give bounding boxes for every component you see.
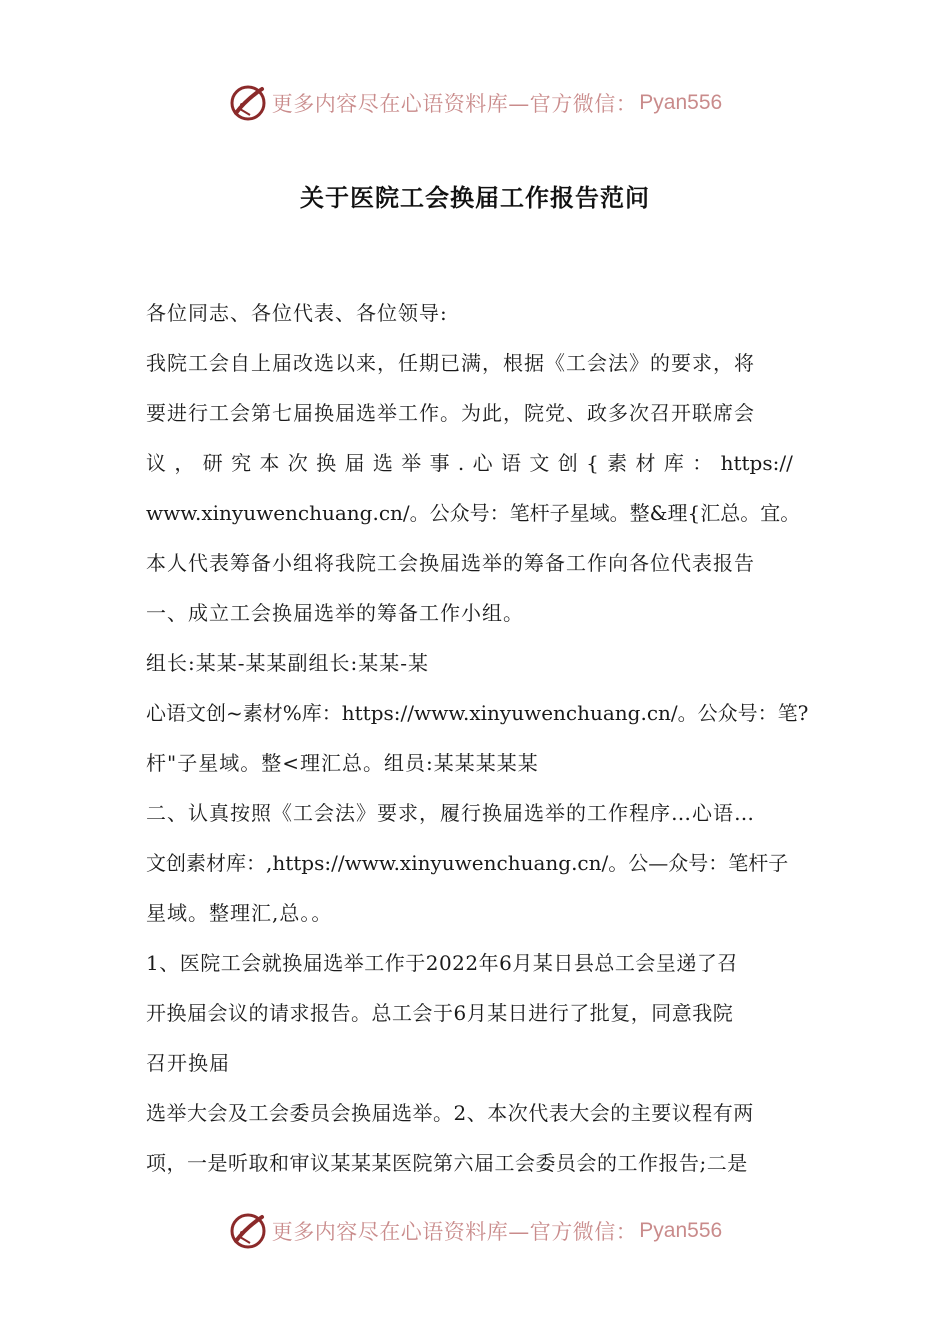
footer-banner xyxy=(0,1206,950,1256)
paragraph-line: 1、医院工会就换届选举工作于2022年6月某日县总工会呈递了召 xyxy=(146,951,738,975)
paragraph-line: 选举大会及工会委员会换届选举。2、本次代表大会的主要议程有两 xyxy=(146,1101,754,1125)
banner-text: 更多内容尽在心语资料库—官方微信： xyxy=(271,92,638,116)
paragraph-line: 心语文创~素材%库：https://www.xinyuwenchuang.cn/。公众号：笔? xyxy=(146,701,809,725)
paragraph-line: 要进行工会第七届换届选举工作。为此，院党、政多次召开联席会 xyxy=(146,401,755,425)
paragraph-line: 我院工会自上届改选以来，任期已满，根据《工会法》的要求，将 xyxy=(146,351,755,375)
section-heading: 二、认真按照《工会法》要求，履行换届选举的工作程序…心语… xyxy=(146,801,755,825)
section-heading: 一、成立工会换届选举的筹备工作小组。 xyxy=(146,601,524,625)
paragraph-line: 各位同志、各位代表、各位领导: xyxy=(146,301,448,325)
paragraph-line: 杆"子星域。整<理汇总。组员:某某某某某 xyxy=(146,751,539,775)
paragraph-line: 组长:某某-某某副组长:某某-某 xyxy=(146,651,429,675)
banner-handle: Pyan556 xyxy=(639,91,723,114)
paragraph-line: 本人代表筹备小组将我院工会换届选举的筹备工作向各位代表报告 xyxy=(146,551,755,575)
paragraph-line: www.xinyuwenchuang.cn/。公众号：笔杆子星域。整&理{汇总。宜。 xyxy=(146,501,801,525)
paragraph-line: 文创素材库：,https://www.xinyuwenchuang.cn/。公—众号：笔杆子 xyxy=(146,851,789,875)
header-banner xyxy=(0,78,950,128)
paragraph-line: 议 ， 研 究 本 次 换 届 选 举 事 . 心 语 文 创 { 素 材 库 ： https:// xyxy=(146,451,793,475)
pen-logo-icon xyxy=(228,83,268,123)
paragraph-line: 星域。整理汇,总。。 xyxy=(146,901,333,925)
banner-text: 更多内容尽在心语资料库—官方微信： xyxy=(271,1220,638,1244)
banner-handle: Pyan556 xyxy=(639,1219,723,1242)
pen-logo-icon xyxy=(228,1211,268,1251)
paragraph-line: 项，一是听取和审议某某某医院第六届工会委员会的工作报告;二是 xyxy=(146,1151,748,1175)
paragraph-line: 开换届会议的请求报告。总工会于6月某日进行了批复，同意我院 xyxy=(146,1001,734,1025)
document-title: 关于医院工会换届工作报告范问 xyxy=(300,184,650,212)
paragraph-line: 召开换届 xyxy=(146,1051,230,1075)
